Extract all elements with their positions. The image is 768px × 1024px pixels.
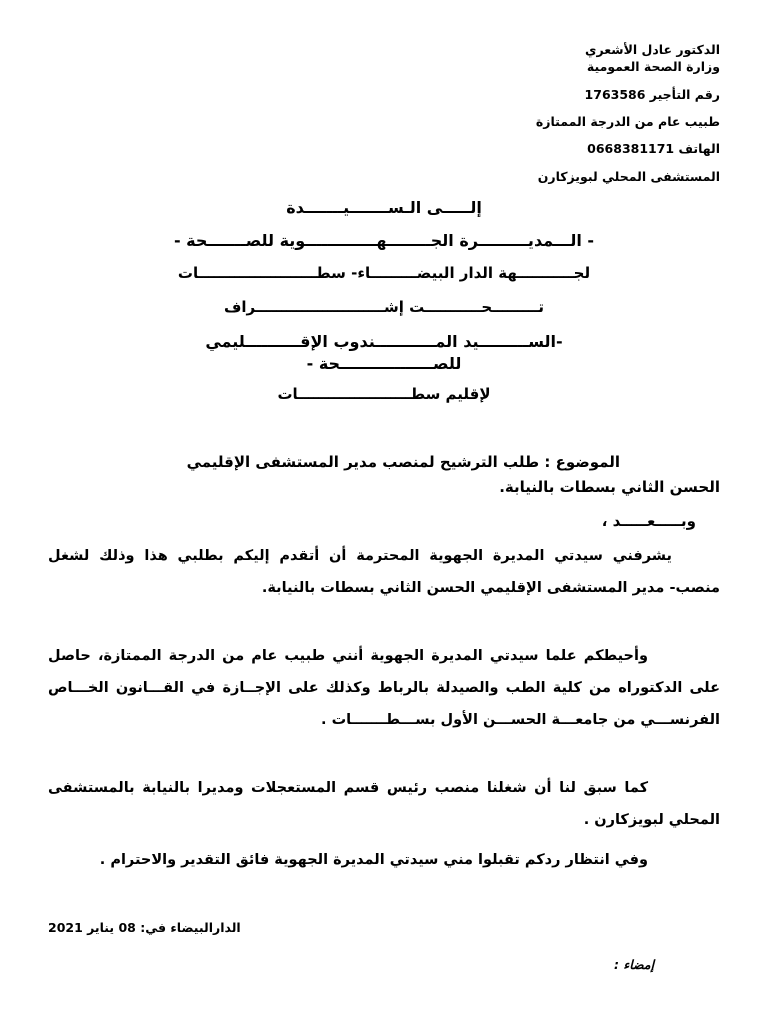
- recipient-line-5: -الســـــــــيد المـــــــــــندوب الإقــــــــــليمي: [205, 332, 563, 351]
- recipient-line-4: تـــــــــحـــــــــــت إشـــــــــــــــــــــــــراف: [223, 298, 545, 316]
- paragraph-3: كما سبق لنا أن شغلنا منصب رئيس قسم المستعجلات ومديرا بالنيابة بالمستشفى المحلي لبويزكارن .: [48, 780, 720, 828]
- letter-date: الدارالبيضاء في: 08 يناير 2021: [48, 920, 241, 935]
- recipient-line-1: إلـــــى الـســـــــيـــــــدة: [286, 198, 482, 217]
- recipient-line-3: لجـــــــــــهة الدار البيضـــــــــاء- سطـــــــــــــــــــــــات: [177, 264, 591, 282]
- paragraph-4: وفي انتظار ردكم تقبلوا مني سيدتي المديرة الجهوية فائق التقدير والاحترام .: [99, 852, 648, 868]
- sender-name: الدكتور عادل الأشعري: [585, 42, 720, 57]
- salutation: وبـــــعـــــد ،: [601, 512, 696, 530]
- recipient-line-6: للصـــــــــــــــــحة -: [306, 354, 462, 373]
- paragraph-1: يشرفني سيدتي المديرة الجهوية المحترمة أن أتقدم إليكم بطلبي هذا وذلك لشغل منصب- مدير المستشفى الإقليمي الحسن الثاني بسطات بالنيابة.: [48, 548, 720, 596]
- subject-line-2: الحسن الثاني بسطات بالنيابة.: [499, 478, 720, 496]
- paragraph-2: وأحيطكم علما سيدتي المديرة الجهوية أنني طبيب عام من الدرجة الممتازة، حاصل على الدكتوراه من كلية الطب والصيدلة بالرباط وكذلك على الإجــازة في القـــانون الخـــاص الفرنســـي من جامعـــة الحســـن الأول بســـطـــــــات .: [48, 648, 720, 728]
- sender-phone: الهاتف 0668381171: [587, 141, 720, 156]
- sender-hospital: المستشفى المحلي لبويزكارن: [537, 169, 720, 184]
- sender-rank: طبيب عام من الدرجة الممتازة: [535, 114, 720, 129]
- signature-label: إمضاء :: [614, 957, 655, 972]
- recipient-line-2: - الـــمديـــــــــرة الجــــــــهـــــــــــــوية للصـــــــحة -: [173, 231, 595, 250]
- subject-line-1: الموضوع : طلب الترشيح لمنصب مدير المستشفى الإقليمي: [186, 453, 620, 471]
- recipient-line-7: لإقليم سطــــــــــــــــــــــات: [277, 385, 491, 403]
- sender-ministry: وزارة الصحة العمومية: [586, 59, 720, 74]
- sender-registration: رقم التأجير 1763586: [584, 87, 720, 102]
